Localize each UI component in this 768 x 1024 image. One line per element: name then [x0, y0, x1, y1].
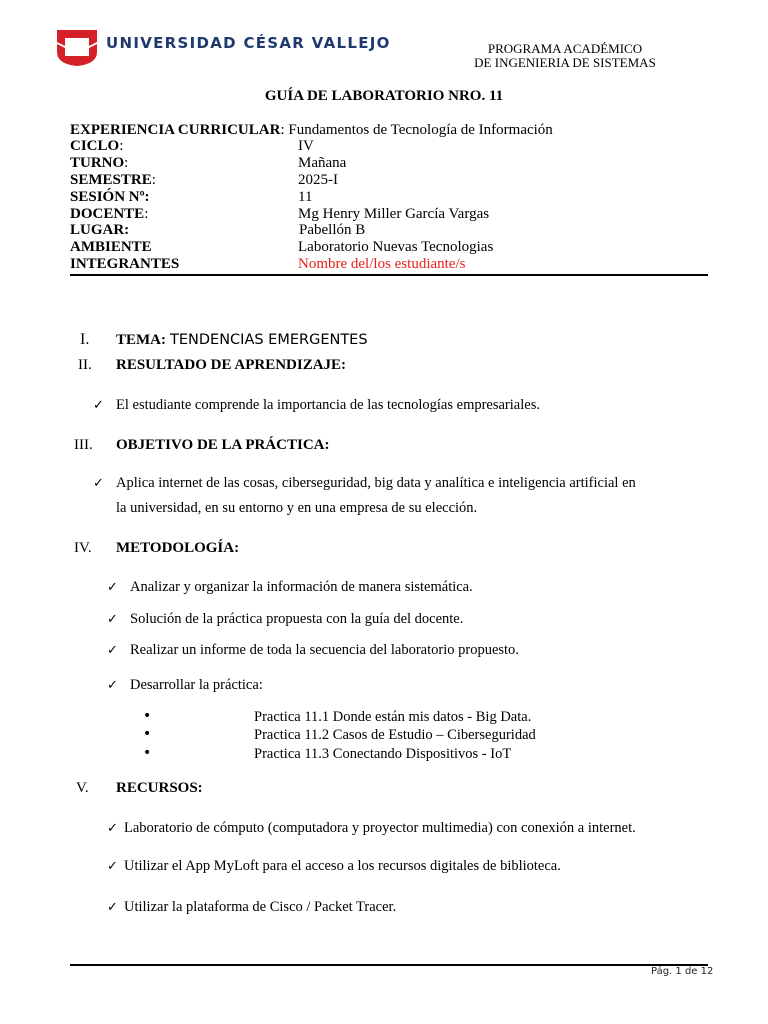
info-row [70, 172, 338, 189]
practice-item: Practica 11.1 Donde están mis datos - Big Data. [254, 709, 532, 725]
info-value: Nombre del/los estudiante/s [298, 256, 466, 272]
info-key: TURNO [70, 155, 125, 171]
list-item: Laboratorio de cómputo (computadora y proyector multimedia) con conexión a internet. [124, 820, 636, 836]
info-key: SESIÓN Nº: [70, 189, 150, 205]
check-icon: ✓ [107, 821, 118, 836]
program-line-2: DE INGENIERIA DE SISTEMAS [474, 55, 656, 70]
info-sep: : [124, 155, 129, 171]
program-header [440, 42, 690, 70]
check-icon: ✓ [93, 476, 104, 491]
section-title: TEMA: [116, 332, 166, 348]
document-title: GUÍA DE LABORATORIO NRO. 11 [264, 88, 504, 104]
info-sep: : [280, 122, 285, 138]
bullet-icon: • [143, 726, 152, 742]
info-value: 11 [298, 189, 313, 205]
info-sep: : [119, 138, 124, 154]
check-icon: ✓ [107, 859, 118, 874]
check-icon: ✓ [107, 612, 118, 627]
header-divider [70, 274, 708, 276]
list-item-continuation: la universidad, en su entorno y en una empresa de su elección. [116, 500, 478, 516]
section-number: IV. [74, 540, 92, 556]
info-row [70, 222, 366, 239]
check-icon: ✓ [107, 580, 118, 595]
list-item: El estudiante comprende la importancia de las tecnologías empresariales. [116, 397, 540, 413]
info-row [70, 189, 313, 206]
info-sep: : [144, 206, 149, 222]
info-key: INTEGRANTES [70, 256, 180, 272]
info-value: Pabellón B [299, 222, 366, 238]
info-row [70, 122, 553, 139]
section-number: II. [78, 357, 92, 373]
info-key: AMBIENTE [70, 239, 152, 255]
section-number: V. [76, 780, 89, 796]
section-title: OBJETIVO DE LA PRÁCTICA: [116, 437, 330, 453]
info-key: CICLO [70, 138, 120, 154]
list-item: Desarrollar la práctica: [130, 677, 263, 693]
info-row [70, 155, 347, 172]
section-number: I. [80, 331, 90, 348]
list-item: Utilizar la plataforma de Cisco / Packet Tracer. [124, 899, 397, 915]
check-icon: ✓ [107, 900, 118, 915]
section-title: METODOLOGÍA: [116, 540, 240, 556]
info-sep: : [151, 172, 156, 188]
check-icon: ✓ [107, 643, 118, 658]
footer-divider [70, 964, 708, 966]
section-tema [116, 331, 368, 349]
bullet-icon: • [143, 745, 152, 761]
university-name: UNIVERSIDAD CÉSAR VALLEJO [106, 34, 391, 52]
info-key: SEMESTRE [70, 172, 152, 188]
check-icon: ✓ [107, 678, 118, 693]
practice-item: Practica 11.3 Conectando Dispositivos - IoT [254, 746, 512, 762]
practice-item: Practica 11.2 Casos de Estudio – Ciberseguridad [254, 727, 536, 743]
list-item: Solución de la práctica propuesta con la guía del docente. [130, 611, 464, 627]
list-item: Analizar y organizar la información de manera sistemática. [130, 579, 473, 595]
info-value: IV [298, 138, 314, 154]
section-title: RESULTADO DE APRENDIZAJE: [116, 357, 347, 373]
info-row [70, 138, 314, 155]
list-item: Aplica internet de las cosas, ciberseguridad, big data y analítica e inteligencia artificial en [116, 475, 636, 491]
info-key: DOCENTE [70, 206, 145, 222]
list-item: Utilizar el App MyLoft para el acceso a los recursos digitales de biblioteca. [124, 858, 561, 874]
info-value: 2025-I [298, 172, 338, 188]
tema-value: TENDENCIAS EMERGENTES [170, 332, 368, 348]
info-value: Mg Henry Miller García Vargas [298, 206, 490, 222]
bullet-icon: • [143, 708, 152, 724]
info-value: Mañana [298, 155, 347, 171]
list-item: Realizar un informe de toda la secuencia del laboratorio propuesto. [130, 642, 519, 658]
check-icon: ✓ [93, 398, 104, 413]
info-key: LUGAR: [70, 222, 130, 238]
info-value: Fundamentos de Tecnología de Información [284, 122, 553, 138]
info-row [70, 206, 490, 223]
section-title: RECURSOS: [116, 780, 203, 796]
info-value: Laboratorio Nuevas Tecnologias [298, 239, 494, 255]
program-line-1: PROGRAMA ACADÉMICO [487, 41, 643, 56]
info-key: EXPERIENCIA CURRICULAR [70, 122, 281, 138]
info-row [70, 256, 466, 273]
info-row [70, 239, 494, 256]
page-number: Pág. 1 de 12 [651, 966, 714, 977]
section-number: III. [74, 437, 93, 453]
